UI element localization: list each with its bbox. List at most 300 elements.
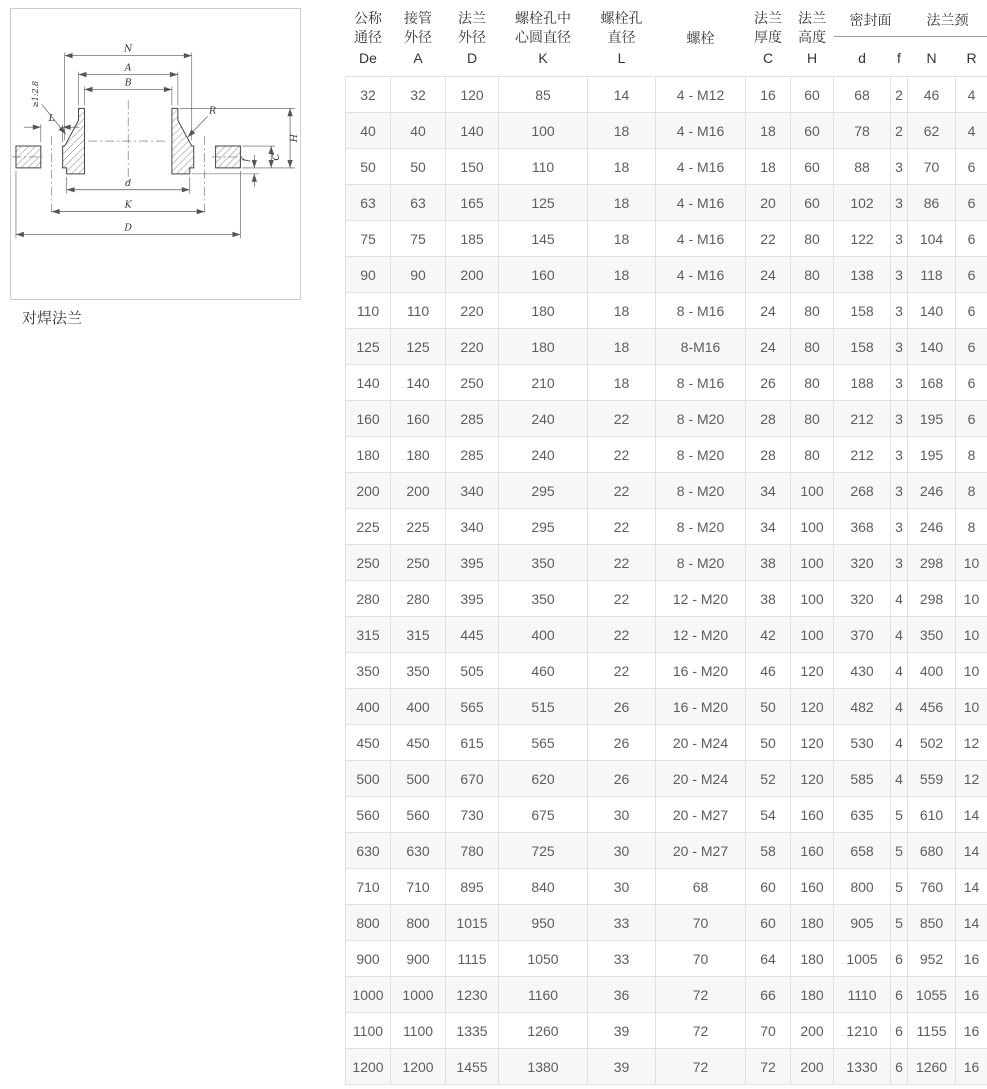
table-cell: 635 — [834, 797, 891, 833]
table-cell: 60 — [746, 869, 791, 905]
table-cell: 122 — [834, 221, 891, 257]
table-row — [346, 869, 987, 905]
table-cell: 900 — [391, 941, 446, 977]
table-cell: 36 — [588, 977, 656, 1013]
table-cell: 120 — [791, 761, 834, 797]
table-cell: 220 — [446, 293, 499, 329]
group-header-flange-neck — [908, 0, 987, 77]
table-cell: 10 — [956, 653, 987, 689]
table-cell: 195 — [908, 437, 956, 473]
radius-leader-line — [188, 116, 208, 137]
table-cell: 12 — [956, 761, 987, 797]
table-cell: 565 — [499, 725, 588, 761]
table-cell: 3 — [891, 401, 908, 437]
table-cell: 104 — [908, 221, 956, 257]
table-cell: 180 — [346, 437, 391, 473]
table-cell: 165 — [446, 185, 499, 221]
table-cell: 952 — [908, 941, 956, 977]
table-cell: 250 — [346, 545, 391, 581]
table-cell: 1100 — [346, 1013, 391, 1049]
header-symbol: f — [897, 50, 901, 66]
table-cell: 88 — [834, 149, 891, 185]
table-cell: 16 — [746, 77, 791, 113]
table-cell: 90 — [391, 257, 446, 293]
dim-label-L: L — [48, 113, 55, 125]
table-cell: 80 — [791, 257, 834, 293]
table-cell: 38 — [746, 581, 791, 617]
table-cell: 16 — [956, 941, 987, 977]
table-cell: 72 — [746, 1049, 791, 1085]
table-cell: 800 — [834, 869, 891, 905]
table-cell: 85 — [499, 77, 588, 113]
header-line: 法兰 — [754, 10, 782, 26]
table-cell: 350 — [908, 617, 956, 653]
table-cell: 4 — [891, 689, 908, 725]
table-cell: 1380 — [499, 1049, 588, 1085]
table-cell: 78 — [834, 113, 891, 149]
table-cell: 400 — [346, 689, 391, 725]
col-header-l — [588, 0, 656, 77]
table-cell: 90 — [346, 257, 391, 293]
table-cell: 6 — [956, 329, 987, 365]
table-cell: 565 — [446, 689, 499, 725]
table-cell: 8 — [956, 509, 987, 545]
table-cell: 1335 — [446, 1013, 499, 1049]
table-cell: 500 — [391, 761, 446, 797]
table-cell: 68 — [834, 77, 891, 113]
header-line: 公称 — [354, 10, 382, 26]
table-cell: 240 — [499, 401, 588, 437]
table-cell: 456 — [908, 689, 956, 725]
table-cell: 280 — [391, 581, 446, 617]
table-cell: 8 - M16 — [656, 293, 746, 329]
table-cell: 63 — [346, 185, 391, 221]
table-cell: 895 — [446, 869, 499, 905]
table-cell: 1230 — [446, 977, 499, 1013]
header-line: 螺栓孔 — [600, 10, 643, 26]
table-cell: 200 — [346, 473, 391, 509]
table-cell: 16 — [956, 1049, 987, 1085]
table-cell: 100 — [791, 509, 834, 545]
table-cell: 16 — [956, 1013, 987, 1049]
table-cell: 400 — [908, 653, 956, 689]
table-cell: 6 — [956, 185, 987, 221]
table-cell: 70 — [746, 1013, 791, 1049]
table-row — [346, 617, 987, 653]
table-cell: 80 — [791, 365, 834, 401]
table-cell: 1050 — [499, 941, 588, 977]
header-line: 螺栓孔中 — [515, 10, 571, 26]
table-cell: 180 — [791, 977, 834, 1013]
table-cell: 6 — [891, 1049, 908, 1085]
table-cell: 460 — [499, 653, 588, 689]
table-cell: 110 — [391, 293, 446, 329]
table-cell: 280 — [346, 581, 391, 617]
table-cell: 315 — [346, 617, 391, 653]
table-cell: 70 — [908, 149, 956, 185]
table-cell: 5 — [891, 905, 908, 941]
table-cell: 1200 — [346, 1049, 391, 1085]
table-cell: 559 — [908, 761, 956, 797]
table-cell: 200 — [391, 473, 446, 509]
table-cell: 22 — [588, 581, 656, 617]
table-row — [346, 149, 987, 185]
dim-label-f: f — [240, 158, 252, 162]
table-cell: 1000 — [346, 977, 391, 1013]
table-cell: 20 - M24 — [656, 725, 746, 761]
table-cell: 730 — [446, 797, 499, 833]
table-cell: 22 — [588, 545, 656, 581]
table-cell: 840 — [499, 869, 588, 905]
table-cell: 138 — [834, 257, 891, 293]
table-cell: 630 — [391, 833, 446, 869]
table-cell: 610 — [908, 797, 956, 833]
header-line: 外径 — [458, 29, 486, 45]
table-cell: 20 - M27 — [656, 797, 746, 833]
dim-label-N: N — [124, 43, 133, 55]
table-cell: 64 — [746, 941, 791, 977]
table-cell: 1455 — [446, 1049, 499, 1085]
table-cell: 22 — [588, 401, 656, 437]
table-cell: 42 — [746, 617, 791, 653]
table-cell: 22 — [588, 509, 656, 545]
col-header-h — [791, 0, 834, 77]
table-cell: 180 — [791, 941, 834, 977]
table-cell: 100 — [791, 581, 834, 617]
table-cell: 6 — [891, 941, 908, 977]
table-cell: 160 — [346, 401, 391, 437]
table-cell: 2 — [891, 113, 908, 149]
table-cell: 560 — [346, 797, 391, 833]
table-cell: 4 — [956, 77, 987, 113]
table-cell: 63 — [391, 185, 446, 221]
table-cell: 900 — [346, 941, 391, 977]
table-row — [346, 437, 987, 473]
table-cell: 52 — [746, 761, 791, 797]
table-cell: 675 — [499, 797, 588, 833]
table-cell: 340 — [446, 509, 499, 545]
table-cell: 28 — [746, 437, 791, 473]
table-cell: 6 — [956, 149, 987, 185]
table-cell: 350 — [499, 545, 588, 581]
table-cell: 400 — [391, 689, 446, 725]
group-header-sealing-face — [834, 0, 908, 77]
table-cell: 180 — [499, 293, 588, 329]
table-cell: 8 - M20 — [656, 401, 746, 437]
table-cell: 33 — [588, 941, 656, 977]
table-cell: 450 — [346, 725, 391, 761]
table-cell: 298 — [908, 581, 956, 617]
table-row — [346, 77, 987, 113]
table-cell: 4 - M12 — [656, 77, 746, 113]
table-cell: 220 — [446, 329, 499, 365]
table-cell: 60 — [746, 905, 791, 941]
table-cell: 145 — [499, 221, 588, 257]
drawing-caption: 对焊法兰 — [22, 310, 83, 327]
table-cell: 10 — [956, 545, 987, 581]
table-cell: 560 — [391, 797, 446, 833]
table-cell: 100 — [791, 617, 834, 653]
table-cell: 50 — [346, 149, 391, 185]
table-cell: 200 — [791, 1013, 834, 1049]
table-cell: 16 - M20 — [656, 653, 746, 689]
table-cell: 8 — [956, 437, 987, 473]
table-cell: 395 — [446, 545, 499, 581]
table-cell: 18 — [746, 113, 791, 149]
table-cell: 80 — [791, 401, 834, 437]
table-cell: 285 — [446, 401, 499, 437]
table-cell: 14 — [588, 77, 656, 113]
table-cell: 4 - M16 — [656, 149, 746, 185]
table-cell: 18 — [588, 329, 656, 365]
header-symbol: N — [926, 50, 937, 66]
table-cell: 100 — [791, 545, 834, 581]
table-cell: 14 — [956, 797, 987, 833]
table-cell: 30 — [588, 797, 656, 833]
table-cell: 110 — [346, 293, 391, 329]
header-symbol: A — [413, 50, 423, 66]
header-line: 外径 — [404, 29, 432, 45]
table-cell: 350 — [346, 653, 391, 689]
table-cell: 850 — [908, 905, 956, 941]
table-cell: 6 — [956, 257, 987, 293]
table-row — [346, 797, 987, 833]
table-cell: 340 — [446, 473, 499, 509]
table-cell: 60 — [791, 149, 834, 185]
table-cell: 140 — [446, 113, 499, 149]
header-line: 法兰 — [798, 10, 826, 26]
header-symbol: d — [858, 50, 866, 66]
table-cell: 46 — [908, 77, 956, 113]
table-cell: 225 — [391, 509, 446, 545]
table-cell: 3 — [891, 257, 908, 293]
table-cell: 585 — [834, 761, 891, 797]
table-cell: 4 — [891, 761, 908, 797]
col-header-a — [391, 0, 446, 77]
table-cell: 14 — [956, 833, 987, 869]
table-cell: 800 — [346, 905, 391, 941]
table-cell: 295 — [499, 509, 588, 545]
table-cell: 70 — [656, 905, 746, 941]
header-line: 螺栓 — [686, 29, 715, 46]
col-header-de — [346, 0, 391, 77]
table-cell: 125 — [391, 329, 446, 365]
table-cell: 10 — [956, 617, 987, 653]
table-cell: 1210 — [834, 1013, 891, 1049]
table-cell: 18 — [588, 113, 656, 149]
flange-hub-right — [172, 108, 194, 174]
table-cell: 3 — [891, 221, 908, 257]
table-cell: 26 — [588, 761, 656, 797]
table-row — [346, 1049, 987, 1085]
table-cell: 285 — [446, 437, 499, 473]
table-cell: 75 — [391, 221, 446, 257]
table-cell: 710 — [391, 869, 446, 905]
table-cell: 8 — [956, 473, 987, 509]
table-cell: 68 — [656, 869, 746, 905]
table-cell: 3 — [891, 509, 908, 545]
table-cell: 32 — [391, 77, 446, 113]
table-cell: 1260 — [908, 1049, 956, 1085]
table-cell: 24 — [746, 329, 791, 365]
header-symbol: D — [466, 50, 478, 66]
table-cell: 195 — [908, 401, 956, 437]
table-cell: 6 — [956, 293, 987, 329]
table-cell: 1015 — [446, 905, 499, 941]
slope-note-label: ≥1:2.8 — [30, 80, 40, 108]
table-cell: 4 — [891, 653, 908, 689]
table-cell: 34 — [746, 509, 791, 545]
group-underline — [834, 36, 908, 37]
table-row — [346, 401, 987, 437]
table-cell: 3 — [891, 545, 908, 581]
table-cell: 5 — [891, 797, 908, 833]
table-cell: 6 — [956, 365, 987, 401]
table-cell: 16 — [956, 977, 987, 1013]
table-cell: 5 — [891, 869, 908, 905]
table-row — [346, 113, 987, 149]
group-title: 密封面 — [849, 12, 892, 28]
header-line: 直径 — [607, 29, 636, 45]
table-cell: 50 — [746, 689, 791, 725]
table-cell: 620 — [499, 761, 588, 797]
table-cell: 140 — [908, 293, 956, 329]
table-cell: 800 — [391, 905, 446, 941]
dim-label-R: R — [209, 105, 217, 117]
table-cell: 240 — [499, 437, 588, 473]
table-row — [346, 365, 987, 401]
table-cell: 246 — [908, 509, 956, 545]
table-cell: 950 — [499, 905, 588, 941]
table-row — [346, 761, 987, 797]
table-cell: 100 — [791, 473, 834, 509]
table-cell: 8 - M20 — [656, 473, 746, 509]
flange-hub-left — [63, 108, 85, 174]
table-cell: 66 — [746, 977, 791, 1013]
table-cell: 6 — [956, 401, 987, 437]
table-cell: 158 — [834, 293, 891, 329]
table-cell: 26 — [588, 689, 656, 725]
table-cell: 125 — [499, 185, 588, 221]
table-cell: 24 — [746, 293, 791, 329]
table-cell: 502 — [908, 725, 956, 761]
table-cell: 22 — [588, 473, 656, 509]
table-cell: 8-M16 — [656, 329, 746, 365]
col-header-bolts — [656, 0, 746, 77]
table-cell: 10 — [956, 689, 987, 725]
table-cell: 20 — [746, 185, 791, 221]
table-cell: 615 — [446, 725, 499, 761]
table-cell: 54 — [746, 797, 791, 833]
table-cell: 30 — [588, 833, 656, 869]
table-row — [346, 689, 987, 725]
table-cell: 72 — [656, 1049, 746, 1085]
table-cell: 22 — [746, 221, 791, 257]
table-cell: 80 — [791, 437, 834, 473]
table-cell: 780 — [446, 833, 499, 869]
dim-label-B: B — [124, 77, 132, 89]
table-cell: 5 — [891, 833, 908, 869]
table-row — [346, 905, 987, 941]
table-cell: 1260 — [499, 1013, 588, 1049]
table-cell: 18 — [588, 293, 656, 329]
group-title: 法兰颈 — [926, 12, 969, 28]
table-cell: 12 - M20 — [656, 617, 746, 653]
table-cell: 680 — [908, 833, 956, 869]
table-cell: 18 — [746, 149, 791, 185]
table-cell: 158 — [834, 329, 891, 365]
table-cell: 18 — [588, 365, 656, 401]
table-cell: 110 — [499, 149, 588, 185]
table-row — [346, 329, 987, 365]
header-line: 通径 — [354, 29, 382, 45]
table-cell: 180 — [499, 329, 588, 365]
col-header-k — [499, 0, 588, 77]
table-cell: 160 — [791, 797, 834, 833]
table-cell: 6 — [891, 1013, 908, 1049]
table-cell: 368 — [834, 509, 891, 545]
table-cell: 8 - M16 — [656, 365, 746, 401]
table-cell: 315 — [391, 617, 446, 653]
table-cell: 26 — [746, 365, 791, 401]
table-cell: 22 — [588, 437, 656, 473]
table-cell: 246 — [908, 473, 956, 509]
table-cell: 80 — [791, 221, 834, 257]
table-cell: 630 — [346, 833, 391, 869]
table-row — [346, 725, 987, 761]
table-cell: 185 — [446, 221, 499, 257]
table-cell: 12 - M20 — [656, 581, 746, 617]
table-cell: 268 — [834, 473, 891, 509]
table-cell: 180 — [391, 437, 446, 473]
table-cell: 72 — [656, 977, 746, 1013]
table-header — [346, 0, 987, 77]
table-cell: 3 — [891, 365, 908, 401]
table-cell: 3 — [891, 149, 908, 185]
table-cell: 3 — [891, 437, 908, 473]
table-cell: 250 — [446, 365, 499, 401]
table-cell: 180 — [791, 905, 834, 941]
table-row — [346, 977, 987, 1013]
table-cell: 4 — [891, 581, 908, 617]
table-cell: 1000 — [391, 977, 446, 1013]
header-line: 接管 — [404, 10, 432, 26]
dim-label-K: K — [124, 199, 132, 211]
table-cell: 8 - M20 — [656, 509, 746, 545]
table-cell: 1115 — [446, 941, 499, 977]
table-cell: 34 — [746, 473, 791, 509]
table-cell: 62 — [908, 113, 956, 149]
header-line: 厚度 — [754, 29, 782, 45]
table-cell: 160 — [791, 833, 834, 869]
table-cell: 200 — [446, 257, 499, 293]
table-cell: 120 — [791, 653, 834, 689]
table-cell: 3 — [891, 293, 908, 329]
table-cell: 320 — [834, 545, 891, 581]
table-cell: 4 — [956, 113, 987, 149]
table-cell: 6 — [956, 221, 987, 257]
table-cell: 16 - M20 — [656, 689, 746, 725]
table-row — [346, 257, 987, 293]
table-cell: 39 — [588, 1049, 656, 1085]
table-cell: 140 — [346, 365, 391, 401]
table-cell: 18 — [588, 257, 656, 293]
table-cell: 1330 — [834, 1049, 891, 1085]
table-cell: 8 - M20 — [656, 545, 746, 581]
table-row — [346, 473, 987, 509]
table-cell: 6 — [891, 977, 908, 1013]
flange-spec-table-wrap — [345, 0, 987, 1085]
